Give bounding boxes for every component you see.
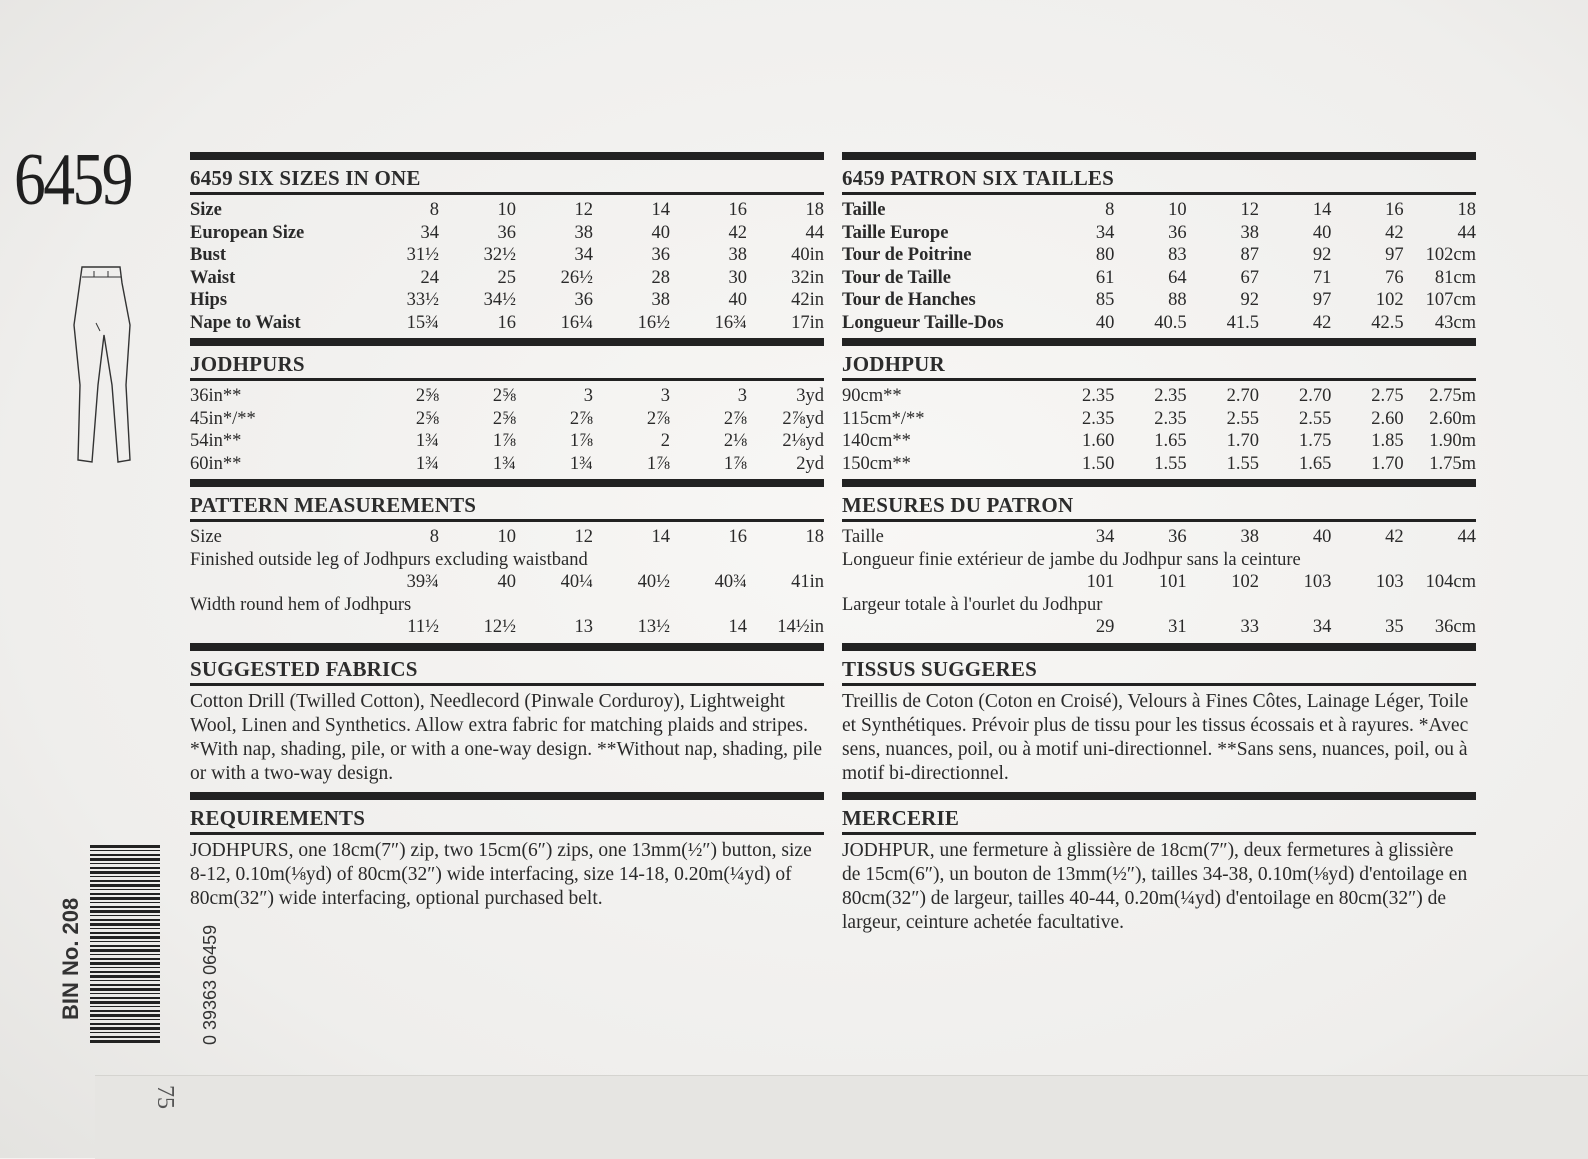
jodhpur-metrage-table-fr xyxy=(842,381,1476,479)
table-cell: 1¾ xyxy=(415,431,439,451)
table-cell: 40 xyxy=(1095,312,1115,333)
table-cell: 25 xyxy=(497,267,516,288)
table-row xyxy=(190,199,824,222)
table-cell: 92 xyxy=(1312,245,1332,265)
table-cell: 36 xyxy=(1168,527,1187,547)
pattern-measurements xyxy=(190,522,824,643)
row-label: 36in** xyxy=(190,386,242,406)
jodhpur-title-fr: JODHPUR xyxy=(842,352,945,376)
row-label: 60in** xyxy=(190,453,242,474)
table-cell: 36 xyxy=(574,290,593,310)
table-row xyxy=(190,289,824,312)
table-cell: 88 xyxy=(1168,290,1187,310)
row-label: Taille xyxy=(842,527,884,547)
table-cell: 44 xyxy=(805,222,824,243)
row-label: Taille xyxy=(842,200,886,220)
table-cell: 44 xyxy=(1457,222,1476,243)
table-cell: 40 xyxy=(728,290,747,310)
table-cell: 80 xyxy=(1095,245,1115,265)
table-cell: 34 xyxy=(420,222,439,243)
table-cell: 1.85 xyxy=(1371,431,1404,451)
table-cell: 97 xyxy=(1385,245,1404,265)
table-cell: 42 xyxy=(728,222,747,243)
table-cell: 2.70 xyxy=(1226,386,1259,406)
price-mark: 75 xyxy=(152,1085,178,1109)
table-cell: 36 xyxy=(1168,222,1187,243)
row-label: Hips xyxy=(190,290,228,310)
row-label: Taille Europe xyxy=(842,222,949,243)
table-cell: 40½ xyxy=(637,572,670,592)
fabrics-title: SUGGESTED FABRICS xyxy=(190,656,418,681)
table-row xyxy=(190,267,824,290)
table-cell: 2.35 xyxy=(1081,408,1115,429)
table-cell: 2⅝ xyxy=(492,408,516,429)
table-cell: 8 xyxy=(429,527,439,547)
table-row xyxy=(190,616,824,639)
table-cell: 1¾ xyxy=(492,453,516,474)
table-cell: 14½in xyxy=(777,617,824,637)
french-column xyxy=(842,152,1476,941)
table-cell: 2 xyxy=(660,431,670,451)
table-cell: 16¾ xyxy=(714,312,747,333)
row-label: 150cm** xyxy=(842,453,911,474)
table-cell: 103 xyxy=(1303,572,1332,592)
table-row xyxy=(190,571,824,594)
section-rule xyxy=(190,152,824,160)
style-number: 6459 xyxy=(14,139,131,221)
section-rule xyxy=(190,338,824,346)
jodhpurs-sketch xyxy=(68,265,138,470)
table-cell: 10 xyxy=(497,527,516,547)
table-cell: 87 xyxy=(1240,245,1259,265)
table-cell: 2.55 xyxy=(1298,408,1332,429)
pattern-measurements-fr xyxy=(842,522,1476,643)
table-cell: 33½ xyxy=(406,290,439,310)
table-cell: 85 xyxy=(1095,290,1115,310)
table-cell: 33 xyxy=(1240,617,1259,637)
table-row xyxy=(842,408,1476,431)
fabrics-title-fr: TISSUS SUGGERES xyxy=(842,656,1038,681)
section-rule xyxy=(190,792,824,800)
table-cell: 1.55 xyxy=(1154,453,1187,474)
table-cell: 2⅞ xyxy=(646,408,670,429)
table-cell: 64 xyxy=(1168,267,1187,288)
table-cell: 18 xyxy=(1457,200,1476,220)
table-cell: 40¾ xyxy=(714,572,747,592)
row-label: Size xyxy=(190,527,222,547)
table-cell: 2.60m xyxy=(1429,408,1476,429)
table-cell: 16 xyxy=(497,312,516,333)
table-cell: 3yd xyxy=(796,386,824,406)
row-label: Tour de Hanches xyxy=(842,290,976,310)
barcode-number: 0 39363 06459 xyxy=(200,924,220,1045)
section-rule xyxy=(190,643,824,651)
row-label: 45in*/** xyxy=(190,408,256,429)
requirements-text-fr: JODHPUR, une fermeture à glissière de 18cm(7″), deux fermetures à glissière de 15cm(6″), un bouton de 13mm(½″), tailles 34-38, 0.10m(⅛yd) d'entoilage en 80cm(32″) de largeur, tailles 40-44, 0.20m(¼yd) d'entoilage en 80cm(32″) de largeur, ceinture achetée facultative. xyxy=(842,839,1468,933)
table-cell: 67 xyxy=(1240,267,1259,288)
table-cell: 28 xyxy=(651,267,670,288)
envelope-bottom-flap xyxy=(95,1075,1588,1159)
table-cell: 2⅞ xyxy=(569,408,593,429)
table-cell: 38 xyxy=(651,290,670,310)
table-cell: 34½ xyxy=(483,290,516,310)
table-row xyxy=(190,453,824,476)
table-cell: 104cm xyxy=(1425,572,1476,592)
table-cell: 3 xyxy=(583,386,593,406)
table-cell: 40 xyxy=(497,572,516,592)
table-cell: 14 xyxy=(728,617,747,637)
table-cell: 41in xyxy=(791,572,824,592)
table-cell: 81cm xyxy=(1434,267,1476,288)
table-cell: 13 xyxy=(574,617,593,637)
table-cell: 40in xyxy=(791,245,824,265)
table-cell: 38 xyxy=(1240,222,1259,243)
table-cell: 83 xyxy=(1168,245,1187,265)
jodhpurs-yardage-table xyxy=(190,381,824,479)
table-cell: 3 xyxy=(737,386,747,406)
requirements-text: JODHPURS, one 18cm(7″) zip, two 15cm(6″) zips, one 13mm(½″) button, size 8-12, 0.10m(⅛yd) of 80cm(32″) wide interfacing, size 14-18, 0.20m(¼yd) of 80cm(32″) wide interfacing, optional purchased belt. xyxy=(190,839,812,909)
measurement-label: Finished outside leg of Jodhpurs excluding waistband xyxy=(190,549,588,570)
barcode xyxy=(90,845,160,1045)
measurement-label: Largeur totale à l'ourlet du Jodhpur xyxy=(842,594,1103,615)
table-cell: 10 xyxy=(497,200,516,220)
table-cell: 40¼ xyxy=(560,572,593,592)
row-label: 115cm*/** xyxy=(842,408,925,429)
table-cell: 2⅛ xyxy=(723,431,747,451)
table-cell: 2.35 xyxy=(1154,408,1187,429)
table-cell: 40 xyxy=(1312,222,1332,243)
table-cell: 40 xyxy=(651,222,670,243)
table-cell: 11½ xyxy=(407,617,439,637)
pattern-measurements-title: PATTERN MEASUREMENTS xyxy=(190,493,477,517)
row-label: Tour de Poitrine xyxy=(842,245,972,265)
row-label: Tour de Taille xyxy=(842,267,951,288)
table-cell: 36 xyxy=(651,245,670,265)
table-cell: 2yd xyxy=(796,453,824,474)
table-cell: 43cm xyxy=(1434,312,1476,333)
sizes-title: 6459 SIX SIZES IN ONE xyxy=(190,166,421,190)
table-cell: 44 xyxy=(1457,527,1476,547)
row-label: Bust xyxy=(190,245,226,265)
table-row xyxy=(842,385,1476,408)
table-cell: 34 xyxy=(1095,527,1115,547)
table-row xyxy=(842,526,1476,549)
table-cell: 12 xyxy=(574,200,593,220)
table-cell: 61 xyxy=(1095,267,1115,288)
table-cell: 1¾ xyxy=(415,453,439,474)
table-cell: 2⅞yd xyxy=(782,408,824,429)
table-cell: 2⅝ xyxy=(492,386,516,406)
table-cell: 34 xyxy=(1095,222,1115,243)
row-label: Size xyxy=(190,200,222,220)
table-cell: 101 xyxy=(1158,572,1187,592)
fabrics-text-fr: Treillis de Coton (Coton en Croisé), Velours à Fines Côtes, Lainage Léger, Toile et Synthétiques. Prévoir plus de tissu pour les tissus écossais et à rayures. *Avec sens, nuances, poil, ou à motif uni-directionnel. **Sans sens, nuances, poil, ou à motif bi-directionnel. xyxy=(842,690,1469,784)
table-cell: 8 xyxy=(429,200,439,220)
row-label: 140cm** xyxy=(842,431,911,451)
table-cell: 76 xyxy=(1385,267,1404,288)
sizes-table xyxy=(190,195,824,338)
row-label: European Size xyxy=(190,222,305,243)
measurement-label: Width round hem of Jodhpurs xyxy=(190,594,412,615)
table-row xyxy=(842,453,1476,476)
table-row xyxy=(842,312,1476,335)
table-cell: 31 xyxy=(1168,617,1187,637)
bin-number: BIN No. 208 xyxy=(58,897,83,1020)
table-cell: 107cm xyxy=(1425,290,1476,310)
table-row xyxy=(190,408,824,431)
table-cell: 14 xyxy=(651,200,670,220)
table-row xyxy=(842,199,1476,222)
table-cell: 36 xyxy=(497,222,516,243)
table-row xyxy=(190,312,824,335)
table-cell: 1.60 xyxy=(1081,431,1115,451)
table-cell: 12½ xyxy=(483,617,516,637)
table-cell: 13½ xyxy=(637,617,670,637)
table-cell: 38 xyxy=(728,245,747,265)
table-cell: 16 xyxy=(728,200,747,220)
table-cell: 31½ xyxy=(406,245,439,265)
table-cell: 2⅝ xyxy=(415,408,439,429)
table-cell: 36cm xyxy=(1434,617,1476,637)
sizes-title-fr: 6459 PATRON SIX TAILLES xyxy=(842,166,1115,190)
row-label: Waist xyxy=(190,267,236,288)
table-cell: 38 xyxy=(574,222,593,243)
table-cell: 18 xyxy=(805,527,824,547)
table-row xyxy=(842,244,1476,267)
table-cell: 2⅞ xyxy=(723,408,747,429)
table-cell: 30 xyxy=(728,267,747,288)
table-cell: 1.75m xyxy=(1429,453,1476,474)
row-label: Nape to Waist xyxy=(190,312,301,333)
table-cell: 24 xyxy=(420,267,439,288)
pattern-measurements-title-fr: MESURES DU PATRON xyxy=(842,493,1074,517)
table-cell: 40 xyxy=(1312,527,1332,547)
table-cell: 1.65 xyxy=(1154,431,1187,451)
table-cell: 16 xyxy=(728,527,747,547)
table-cell: 39¾ xyxy=(406,572,439,592)
table-cell: 1.70 xyxy=(1371,453,1404,474)
table-cell: 92 xyxy=(1240,290,1259,310)
table-cell: 34 xyxy=(574,245,593,265)
table-cell: 15¾ xyxy=(406,312,439,333)
table-cell: 1.65 xyxy=(1298,453,1332,474)
table-cell: 38 xyxy=(1240,527,1259,547)
table-cell: 8 xyxy=(1105,200,1115,220)
table-cell: 1.90m xyxy=(1429,431,1476,451)
table-cell: 12 xyxy=(574,527,593,547)
table-cell: 2.55 xyxy=(1226,408,1259,429)
table-cell: 1⅞ xyxy=(492,431,516,451)
table-row xyxy=(842,430,1476,453)
english-column xyxy=(190,152,824,917)
table-cell: 35 xyxy=(1385,617,1404,637)
table-cell: 102 xyxy=(1231,572,1259,592)
section-rule xyxy=(190,479,824,487)
table-cell: 42 xyxy=(1385,222,1404,243)
section-rule xyxy=(842,479,1476,487)
table-cell: 10 xyxy=(1168,200,1187,220)
section-rule xyxy=(842,338,1476,346)
table-cell: 1.70 xyxy=(1226,431,1259,451)
table-row xyxy=(842,267,1476,290)
section-rule xyxy=(842,152,1476,160)
table-cell: 1⅞ xyxy=(723,453,747,474)
table-row xyxy=(190,430,824,453)
table-row xyxy=(842,571,1476,594)
table-cell: 42 xyxy=(1312,312,1332,333)
table-row xyxy=(190,244,824,267)
table-row xyxy=(190,222,824,245)
table-cell: 2.35 xyxy=(1081,386,1115,406)
table-cell: 26½ xyxy=(560,267,593,288)
table-cell: 71 xyxy=(1312,267,1332,288)
table-cell: 1¾ xyxy=(569,453,593,474)
table-cell: 1.75 xyxy=(1298,431,1332,451)
table-cell: 2.70 xyxy=(1298,386,1332,406)
table-cell: 32in xyxy=(791,267,824,288)
table-cell: 12 xyxy=(1240,200,1259,220)
table-cell: 2.75 xyxy=(1371,386,1404,406)
table-cell: 2.75m xyxy=(1429,386,1476,406)
row-label: 54in** xyxy=(190,431,242,451)
table-cell: 2.35 xyxy=(1154,386,1187,406)
table-cell: 1.55 xyxy=(1226,453,1259,474)
table-cell: 17in xyxy=(791,312,824,333)
table-row xyxy=(190,385,824,408)
table-cell: 2.60 xyxy=(1371,408,1404,429)
table-row xyxy=(190,526,824,549)
table-cell: 42in xyxy=(791,290,824,310)
jodhpurs-title: JODHPURS xyxy=(190,352,305,376)
requirements-title: REQUIREMENTS xyxy=(190,805,366,830)
table-row xyxy=(842,222,1476,245)
table-cell: 103 xyxy=(1375,572,1404,592)
table-cell: 1⅞ xyxy=(569,431,593,451)
table-cell: 101 xyxy=(1086,572,1115,592)
table-cell: 97 xyxy=(1312,290,1332,310)
table-cell: 18 xyxy=(805,200,824,220)
table-cell: 16¼ xyxy=(560,312,593,333)
table-cell: 34 xyxy=(1312,617,1332,637)
table-cell: 1.50 xyxy=(1081,453,1115,474)
table-cell: 41.5 xyxy=(1226,312,1259,333)
fabrics-text: Cotton Drill (Twilled Cotton), Needlecord (Pinwale Corduroy), Lightweight Wool, Linen and Synthetics. Allow extra fabric for matching plaids and stripes. *With nap, shading, pile, or with a one-way design. **Without nap, shading, pile or with a two-way design. xyxy=(190,690,823,784)
table-cell: 42 xyxy=(1385,527,1404,547)
measurement-label: Longueur finie extérieur de jambe du Jodhpur sans la ceinture xyxy=(842,549,1301,570)
table-cell: 42.5 xyxy=(1371,312,1404,333)
table-cell: 32½ xyxy=(483,245,516,265)
row-label: Longueur Taille-Dos xyxy=(842,312,1004,333)
table-cell: 2⅝ xyxy=(415,386,439,406)
table-cell: 14 xyxy=(1312,200,1332,220)
table-row xyxy=(842,289,1476,312)
table-cell: 29 xyxy=(1095,617,1115,637)
table-cell: 102cm xyxy=(1425,245,1476,265)
table-cell: 16½ xyxy=(637,312,670,333)
table-cell: 16 xyxy=(1385,200,1404,220)
requirements-title-fr: MERCERIE xyxy=(842,805,960,830)
table-cell: 3 xyxy=(660,386,670,406)
row-label: 90cm** xyxy=(842,386,902,406)
section-rule xyxy=(842,643,1476,651)
table-row xyxy=(842,616,1476,639)
table-cell: 40.5 xyxy=(1154,312,1187,333)
table-cell: 14 xyxy=(651,527,670,547)
table-cell: 2⅛yd xyxy=(782,431,824,451)
table-cell: 102 xyxy=(1375,290,1404,310)
section-rule xyxy=(842,792,1476,800)
sizes-table-fr xyxy=(842,195,1476,338)
table-cell: 1⅞ xyxy=(646,453,670,474)
